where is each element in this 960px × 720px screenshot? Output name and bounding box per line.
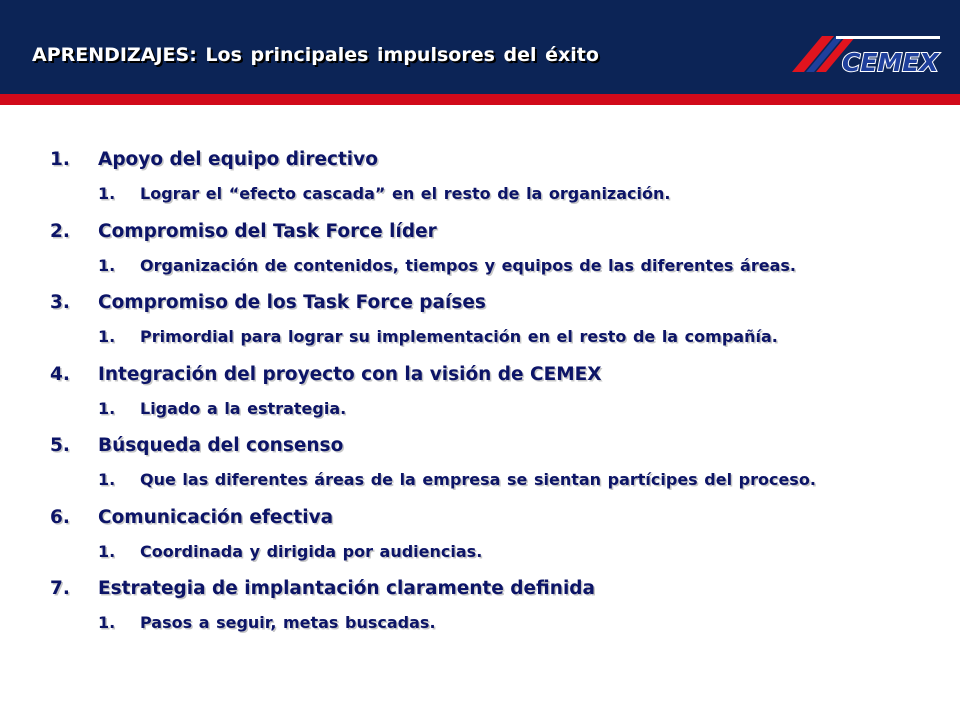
sub-list-item xyxy=(0,183,960,205)
sub-list-item xyxy=(0,612,960,634)
list-item-number: 2. xyxy=(50,220,70,242)
list-item-number: 7. xyxy=(50,578,70,599)
cemex-logo xyxy=(790,20,945,80)
list-item-number: 1. xyxy=(50,149,70,170)
sub-item-number: 1. xyxy=(98,541,116,561)
list-item-text: Búsqueda del consenso xyxy=(98,435,344,456)
sub-list xyxy=(0,255,960,277)
list-item-heading xyxy=(0,219,960,245)
sub-item-text: Lograr el “efecto cascada” en el resto de la organización. xyxy=(140,184,671,203)
slide-title: APRENDIZAJES: Los principales impulsores del éxito xyxy=(32,44,599,66)
logo-top-bar xyxy=(836,36,940,39)
sub-list xyxy=(0,398,960,420)
sub-list-item xyxy=(0,255,960,277)
list-item xyxy=(0,505,960,563)
key-drivers-list xyxy=(0,147,960,648)
sub-item-number: 1. xyxy=(98,327,116,346)
list-item xyxy=(0,433,960,491)
sub-item-text: Organización de contenidos, tiempos y equipos de las diferentes áreas. xyxy=(140,255,796,275)
list-item-number: 4. xyxy=(50,363,70,385)
sub-list xyxy=(0,541,960,563)
list-item xyxy=(0,576,960,634)
sub-item-number: 1. xyxy=(98,255,116,275)
sub-item-number: 1. xyxy=(98,613,116,632)
list-item-heading xyxy=(0,290,960,316)
list-item-text: Compromiso del Task Force líder xyxy=(98,220,437,242)
sub-item-number: 1. xyxy=(98,398,116,418)
sub-list xyxy=(0,469,960,491)
list-item-number: 6. xyxy=(50,506,70,528)
sub-item-text: Coordinada y dirigida por audiencias. xyxy=(140,541,483,561)
list-item-heading xyxy=(0,433,960,459)
list-item-heading xyxy=(0,362,960,388)
sub-item-text: Pasos a seguir, metas buscadas. xyxy=(140,613,436,632)
header-accent-stripe xyxy=(0,94,960,105)
list-item xyxy=(0,147,960,205)
list-item xyxy=(0,290,960,348)
list-item-number: 3. xyxy=(50,292,70,313)
sub-item-text: Que las diferentes áreas de la empresa se sientan partícipes del proceso. xyxy=(140,470,816,489)
sub-list-item xyxy=(0,398,960,420)
list-item xyxy=(0,219,960,277)
sub-list xyxy=(0,326,960,348)
sub-item-number: 1. xyxy=(98,184,116,203)
list-item-heading xyxy=(0,505,960,531)
sub-list-item xyxy=(0,541,960,563)
sub-list-item xyxy=(0,469,960,491)
list-item-text: Estrategia de implantación claramente definida xyxy=(98,578,596,599)
sub-list xyxy=(0,183,960,205)
list-item-text: Integración del proyecto con la visión de CEMEX xyxy=(98,363,602,385)
list-item-text: Comunicación efectiva xyxy=(98,506,334,528)
sub-item-text: Ligado a la estrategia. xyxy=(140,398,347,418)
sub-list xyxy=(0,612,960,634)
sub-list-item xyxy=(0,326,960,348)
sub-item-text: Primordial para lograr su implementación en el resto de la compañía. xyxy=(140,327,778,346)
logo-text: CEMEX xyxy=(842,48,939,77)
list-item-text: Compromiso de los Task Force países xyxy=(98,292,486,313)
list-item-number: 5. xyxy=(50,435,70,456)
list-item xyxy=(0,362,960,420)
list-item-heading xyxy=(0,576,960,602)
list-item-heading xyxy=(0,147,960,173)
list-item-text: Apoyo del equipo directivo xyxy=(98,149,378,170)
sub-item-number: 1. xyxy=(98,470,116,489)
